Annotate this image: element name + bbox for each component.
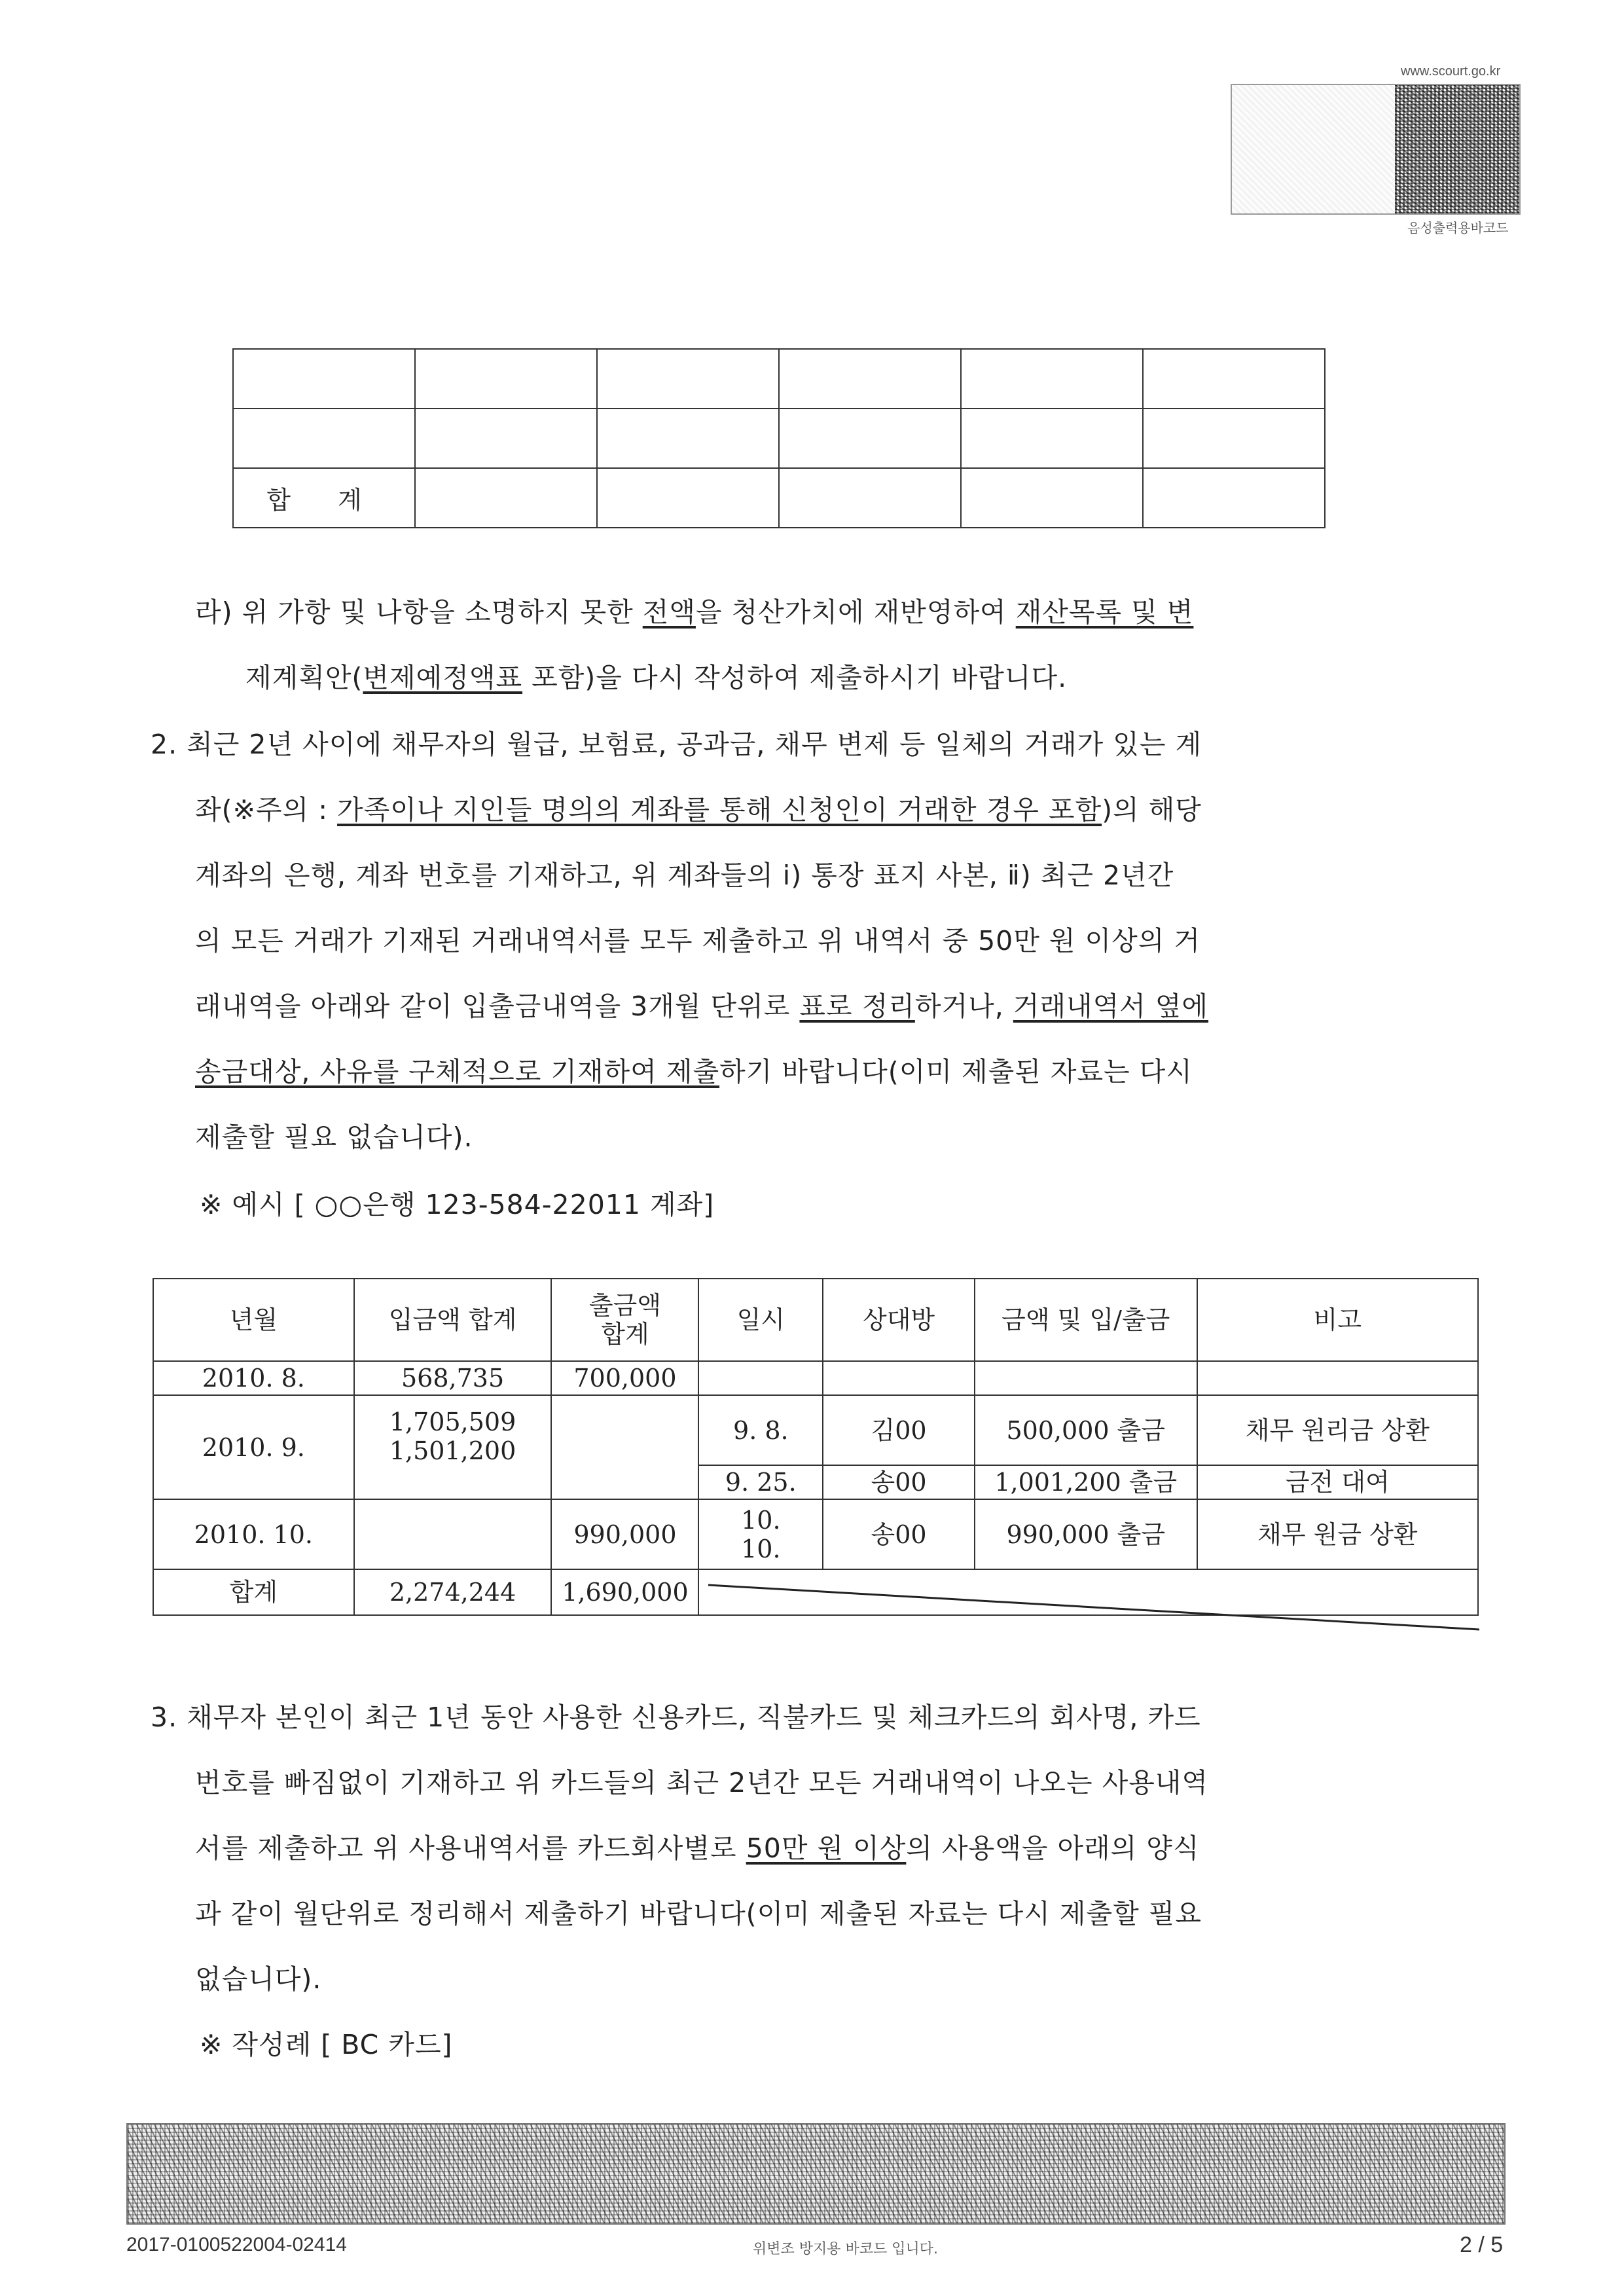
item3-line2: 번호를 빠짐없이 기재하고 위 카드들의 최근 2년간 모든 거래내역이 나오는 사용내역 <box>195 1767 1209 1798</box>
anti-forgery-note: 위변조 방지용 바코드 입니다. <box>753 2241 938 2257</box>
item3-line1: 3. 채무자 본인이 최근 1년 동안 사용한 신용카드, 직불카드 및 체크카드의 회사명, 카드 <box>151 1702 1201 1733</box>
page-number: 2 / 5 <box>1460 2232 1504 2257</box>
item2-line5: 래내역을 아래와 같이 입출금내역을 3개월 단위로 표로 정리하거나, 거래내역서 옆에 <box>195 991 1209 1022</box>
header-date: 일시 <box>698 1279 823 1361</box>
item2-line3: 계좌의 은행, 계좌 번호를 기재하고, 위 계좌들의 ⅰ) 통장 표지 사본, ⅱ) 최근 2년간 <box>195 860 1174 891</box>
item3-line4: 과 같이 월단위로 정리해서 제출하기 바랍니다(이미 제출된 자료는 다시 제출할 필요 <box>195 1898 1202 1929</box>
item3-line5: 없습니다). <box>195 1963 322 1995</box>
item-ra-line1: 라) 위 가항 및 나항을 소명하지 못한 전액을 청산가치에 재반영하여 재산목록 및 변 <box>195 596 1194 628</box>
item2-line7: 제출할 필요 없습니다). <box>195 1121 473 1153</box>
summary-table <box>232 348 1326 528</box>
diagonal-strike-line <box>708 1580 1479 1632</box>
table-row: 2010. 9. 1,705,509 1,501,200 9. 8. 김00 500,000 출금 채무 원리금 상환 <box>153 1395 1478 1465</box>
table-row: 2010. 8. 568,735 700,000 <box>153 1361 1478 1395</box>
card-example-caption: ※ 작성례 [ BC 카드] <box>200 2029 453 2060</box>
table-row <box>233 409 1325 468</box>
item3-line3: 서를 제출하고 위 사용내역서를 카드회사별로 50만 원 이상의 사용액을 아래의 양식 <box>195 1832 1200 1864</box>
document-id: 2017-0100522004-02414 <box>126 2234 347 2255</box>
item2-line4: 의 모든 거래가 기재된 거래내역서를 모두 제출하고 위 내역서 중 50만 원 이상의 거 <box>195 925 1200 957</box>
item2-line1: 2. 최근 2년 사이에 채무자의 월급, 보험료, 공과금, 채무 변제 등 일체의 거래가 있는 계 <box>151 729 1202 760</box>
voice-barcode-label: 음성출력용바코드 <box>1407 220 1509 236</box>
total-label: 합 계 <box>233 468 415 528</box>
table-row-total <box>233 468 1325 528</box>
bank-transaction-example-table <box>153 1278 1479 1616</box>
header-withdraw-total: 출금액 합계 <box>551 1279 698 1361</box>
item-ra-line2: 제계획안(변제예정액표 포함)을 다시 작성하여 제출하시기 바랍니다. <box>245 662 1068 693</box>
item2-line6: 송금대상, 사유를 구체적으로 기재하여 제출하기 바랍니다(이미 제출된 자료는 다시 <box>195 1056 1193 1087</box>
header-deposit-total: 입금액 합계 <box>354 1279 552 1361</box>
anti-forgery-barcode <box>126 2123 1506 2225</box>
table-row-total: 합계 2,274,244 1,690,000 <box>153 1569 1478 1615</box>
header-amount: 금액 및 입/출금 <box>975 1279 1197 1361</box>
header-month: 년월 <box>153 1279 354 1361</box>
table-row: 2010. 10. 990,000 10. 10. 송00 990,000 출금 채무 원금 상환 <box>153 1499 1478 1569</box>
item2-line2: 좌(※주의 : 가족이나 지인들 명의의 계좌를 통해 신청인이 거래한 경우 포함)의 해당 <box>195 794 1202 826</box>
bank-example-caption: ※ 예시 [ ○○은행 123-584-22011 계좌] <box>200 1189 715 1220</box>
table-row <box>233 349 1325 409</box>
table-row: 9. 25. 송00 1,001,200 출금 금전 대여 <box>153 1465 1478 1499</box>
site-url: www.scourt.go.kr <box>1401 64 1501 79</box>
header-note: 비고 <box>1197 1279 1478 1361</box>
table-header-row <box>153 1279 1478 1361</box>
voice-output-barcode <box>1231 84 1521 215</box>
header-counterparty: 상대방 <box>823 1279 975 1361</box>
